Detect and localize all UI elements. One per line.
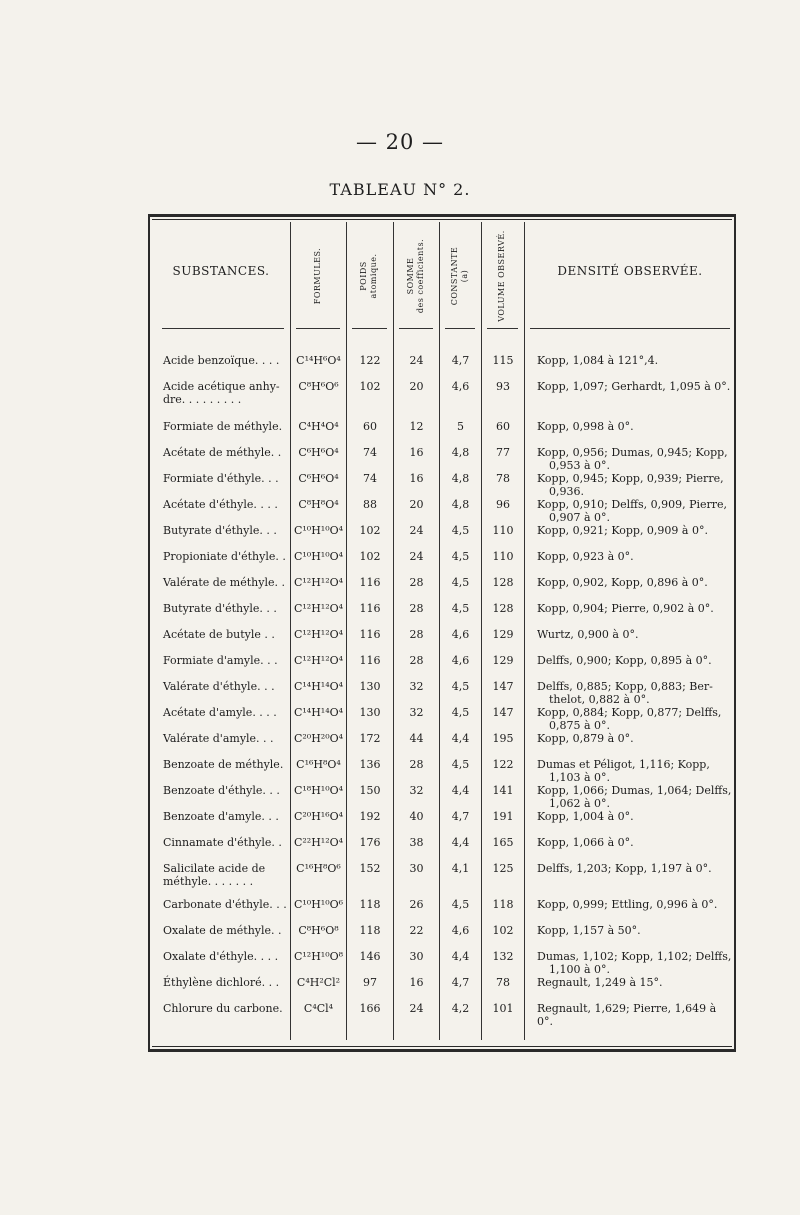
poids-cell: 60 xyxy=(363,420,377,433)
formula-cell: C¹⁰H¹⁰O⁶ xyxy=(293,898,344,911)
volume-cell: 147 xyxy=(492,680,514,693)
formula-cell: C⁴H²Cl² xyxy=(296,976,341,989)
volume-cell: 77 xyxy=(496,446,510,459)
column-divider xyxy=(393,222,394,1040)
page-number: — 20 — xyxy=(355,130,445,154)
volume-cell: 115 xyxy=(492,354,514,367)
volume-cell: 128 xyxy=(492,576,514,589)
header-formules: FORMULES. xyxy=(313,247,322,305)
substance-name: Benzoate d'amyle. . . xyxy=(163,810,279,823)
substance-name: Chlorure du carbone. xyxy=(163,1002,283,1015)
substance-name: Éthylène dichloré. . . xyxy=(163,976,280,989)
header-somme: SOMME des coefficients. xyxy=(406,238,425,314)
densite-line: Kopp, 1,066 à 0°. xyxy=(537,836,634,849)
formula-cell: C²⁰H¹⁶O⁴ xyxy=(293,810,344,823)
densite-line: Kopp, 0,902, Kopp, 0,896 à 0°. xyxy=(537,576,708,589)
densite-line: Kopp, 0,921; Kopp, 0,909 à 0°. xyxy=(537,524,708,537)
densite-cell xyxy=(537,380,732,393)
constante-cell: 4,5 xyxy=(451,576,470,589)
densite-cell xyxy=(537,680,732,706)
substance-name: Formiate d'amyle. . . xyxy=(163,654,278,667)
poids-cell: 74 xyxy=(363,446,377,459)
poids-cell: 116 xyxy=(359,654,381,667)
densite-line: Kopp, 0,879 à 0°. xyxy=(537,732,634,745)
poids-cell: 88 xyxy=(363,498,377,511)
densite-cell xyxy=(537,976,732,989)
densite-line: Kopp, 0,945; Kopp, 0,939; Pierre, xyxy=(537,472,724,485)
formula-cell: C⁸H⁶O⁶ xyxy=(298,380,339,393)
densite-cell xyxy=(537,498,732,524)
densite-line: Regnault, 1,629; Pierre, 1,649 à 0°. xyxy=(537,1002,717,1028)
constante-cell: 4,1 xyxy=(451,862,470,875)
densite-cell xyxy=(537,1002,732,1028)
constante-cell: 4,5 xyxy=(451,524,470,537)
substance-name: Benzoate de méthyle. xyxy=(163,758,284,771)
volume-cell: 122 xyxy=(492,758,514,771)
somme-cell: 24 xyxy=(409,550,424,563)
somme-cell: 30 xyxy=(409,862,424,875)
densite-cell xyxy=(537,862,732,875)
densite-cell xyxy=(537,550,732,563)
header-divider xyxy=(296,328,340,329)
constante-cell: 4,2 xyxy=(451,1002,470,1015)
densite-cell xyxy=(537,524,732,537)
somme-cell: 16 xyxy=(409,976,424,989)
somme-cell: 26 xyxy=(409,898,424,911)
somme-cell: 44 xyxy=(409,732,424,745)
substance-name: Carbonate d'éthyle. . . xyxy=(163,898,287,911)
header-densite: DENSITÉ OBSERVÉE. xyxy=(557,264,703,278)
somme-cell: 20 xyxy=(409,380,424,393)
substance-name: Valérate de méthyle. . xyxy=(163,576,285,589)
somme-cell: 40 xyxy=(409,810,424,823)
constante-cell: 4,4 xyxy=(451,732,470,745)
densite-line: Delffs, 0,900; Kopp, 0,895 à 0°. xyxy=(537,654,712,667)
poids-cell: 172 xyxy=(359,732,381,745)
volume-cell: 129 xyxy=(492,654,514,667)
densite-cell xyxy=(537,628,732,641)
volume-cell: 110 xyxy=(492,550,514,563)
formula-cell: C¹²H¹²O⁴ xyxy=(293,654,344,667)
substance-name: Formiate de méthyle. xyxy=(163,420,283,433)
densite-cell xyxy=(537,836,732,849)
formula-cell: C¹⁴H¹⁴O⁴ xyxy=(293,680,344,693)
formula-cell: C¹²H¹⁰O⁸ xyxy=(293,950,344,963)
poids-cell: 136 xyxy=(359,758,381,771)
formula-cell: C⁴H⁴O⁴ xyxy=(298,420,339,433)
densite-cell xyxy=(537,758,732,784)
poids-cell: 116 xyxy=(359,576,381,589)
header-poids: POIDS atomique. xyxy=(359,253,378,299)
densite-line: Kopp, 0,956; Dumas, 0,945; Kopp, xyxy=(537,446,728,459)
densite-cell xyxy=(537,810,732,823)
constante-cell: 4,8 xyxy=(451,446,470,459)
somme-cell: 22 xyxy=(409,924,424,937)
substance-name: Propioniate d'éthyle. . xyxy=(163,550,286,563)
volume-cell: 191 xyxy=(492,810,514,823)
constante-cell: 5 xyxy=(457,420,464,433)
densite-line: 0,953 à 0°. xyxy=(549,459,611,472)
somme-cell: 28 xyxy=(409,758,424,771)
constante-cell: 4,5 xyxy=(451,680,470,693)
volume-cell: 129 xyxy=(492,628,514,641)
densite-line: Kopp, 0,910; Delffs, 0,909, Pierre, xyxy=(537,498,728,511)
poids-cell: 116 xyxy=(359,602,381,615)
constante-cell: 4,4 xyxy=(451,784,470,797)
constante-cell: 4,8 xyxy=(451,498,470,511)
densite-cell xyxy=(537,576,732,589)
formula-cell: C²²H¹²O⁴ xyxy=(293,836,344,849)
header-divider xyxy=(487,328,518,329)
header-divider xyxy=(399,328,433,329)
substance-name: Benzoate d'éthyle. . . xyxy=(163,784,280,797)
densite-line: 0,875 à 0°. xyxy=(549,719,611,732)
densite-line: Kopp, 0,999; Ettling, 0,996 à 0°. xyxy=(537,898,718,911)
constante-cell: 4,5 xyxy=(451,706,470,719)
constante-cell: 4,6 xyxy=(451,628,470,641)
poids-cell: 74 xyxy=(363,472,377,485)
volume-cell: 132 xyxy=(492,950,514,963)
substance-name: Oxalate d'éthyle. . . . xyxy=(163,950,279,963)
formula-cell: C⁶H⁶O⁴ xyxy=(298,472,339,485)
somme-cell: 28 xyxy=(409,576,424,589)
densite-line: thelot, 0,882 à 0°. xyxy=(549,693,650,706)
somme-cell: 16 xyxy=(409,446,424,459)
substance-name: Acétate de méthyle. . xyxy=(163,446,282,459)
densite-cell xyxy=(537,354,732,367)
volume-cell: 96 xyxy=(496,498,510,511)
substance-name: Valérate d'amyle. . . xyxy=(163,732,274,745)
volume-cell: 93 xyxy=(496,380,510,393)
formula-cell: C¹⁶H⁸O⁶ xyxy=(296,862,341,875)
table-title: TABLEAU N° 2. xyxy=(329,180,471,199)
substance-name: Butyrate d'éthyle. . . xyxy=(163,524,277,537)
densite-cell xyxy=(537,732,732,745)
constante-cell: 4,5 xyxy=(451,602,470,615)
densite-line: Kopp, 0,904; Pierre, 0,902 à 0°. xyxy=(537,602,714,615)
densite-line: Kopp, 0,998 à 0°. xyxy=(537,420,634,433)
formula-cell: C¹²H¹²O⁴ xyxy=(293,576,344,589)
poids-cell: 176 xyxy=(359,836,381,849)
densite-line: 1,100 à 0°. xyxy=(549,963,611,976)
formula-cell: C⁶H⁶O⁴ xyxy=(298,446,339,459)
volume-cell: 165 xyxy=(492,836,514,849)
volume-cell: 195 xyxy=(492,732,514,745)
substance-name: Acide acétique anhy-dre. . . . . . . . . xyxy=(163,380,280,406)
densite-line: Dumas, 1,102; Kopp, 1,102; Delffs, xyxy=(537,950,732,963)
densite-cell xyxy=(537,654,732,667)
column-divider xyxy=(481,222,482,1040)
column-divider xyxy=(524,222,525,1040)
somme-cell: 20 xyxy=(409,498,424,511)
constante-cell: 4,7 xyxy=(451,976,470,989)
somme-cell: 28 xyxy=(409,602,424,615)
poids-cell: 102 xyxy=(359,550,381,563)
formula-cell: C⁴Cl⁴ xyxy=(303,1002,334,1015)
substance-name: Valérate d'éthyle. . . xyxy=(163,680,275,693)
densite-line: Kopp, 1,004 à 0°. xyxy=(537,810,634,823)
constante-cell: 4,5 xyxy=(451,758,470,771)
header-divider xyxy=(445,328,475,329)
header-volume: VOLUME OBSERVÉ. xyxy=(497,230,506,322)
volume-cell: 78 xyxy=(496,976,510,989)
densite-line: Kopp, 1,084 à 121°,4. xyxy=(537,354,659,367)
constante-cell: 4,6 xyxy=(451,924,470,937)
substance-name: Salicilate acide de méthyle. . . . . . . xyxy=(163,862,266,888)
densite-cell xyxy=(537,602,732,615)
formula-cell: C⁸H⁸O⁴ xyxy=(298,498,339,511)
constante-cell: 4,7 xyxy=(451,810,470,823)
densite-cell xyxy=(537,924,732,937)
substance-name: Oxalate de méthyle. . xyxy=(163,924,282,937)
densite-line: Kopp, 1,157 à 50°. xyxy=(537,924,641,937)
constante-cell: 4,4 xyxy=(451,950,470,963)
poids-cell: 166 xyxy=(359,1002,381,1015)
column-divider xyxy=(439,222,440,1040)
volume-cell: 60 xyxy=(496,420,510,433)
somme-cell: 24 xyxy=(409,524,424,537)
densite-cell xyxy=(537,950,732,976)
somme-cell: 28 xyxy=(409,654,424,667)
poids-cell: 118 xyxy=(359,898,381,911)
densite-line: Kopp, 0,884; Kopp, 0,877; Delffs, xyxy=(537,706,722,719)
densite-cell xyxy=(537,898,732,911)
densite-line: Delffs, 1,203; Kopp, 1,197 à 0°. xyxy=(537,862,712,875)
poids-cell: 122 xyxy=(359,354,381,367)
densite-line: Kopp, 1,097; Gerhardt, 1,095 à 0°. xyxy=(537,380,731,393)
volume-cell: 102 xyxy=(492,924,514,937)
poids-cell: 152 xyxy=(359,862,381,875)
densite-line: Kopp, 0,923 à 0°. xyxy=(537,550,634,563)
header-divider xyxy=(530,328,730,329)
header-constante: CONSTANTE (a) xyxy=(450,246,469,306)
formula-cell: C¹⁰H¹⁰O⁴ xyxy=(293,524,344,537)
formula-cell: C¹⁸H¹⁰O⁴ xyxy=(293,784,344,797)
poids-cell: 150 xyxy=(359,784,381,797)
volume-cell: 141 xyxy=(492,784,514,797)
substance-name: Acétate d'éthyle. . . . xyxy=(163,498,278,511)
substance-name: Cinnamate d'éthyle. . xyxy=(163,836,282,849)
somme-cell: 32 xyxy=(409,706,424,719)
constante-cell: 4,8 xyxy=(451,472,470,485)
poids-cell: 102 xyxy=(359,524,381,537)
densite-line: Delffs, 0,885; Kopp, 0,883; Ber- xyxy=(537,680,713,693)
poids-cell: 118 xyxy=(359,924,381,937)
densite-cell xyxy=(537,706,732,732)
densite-line: Regnault, 1,249 à 15°. xyxy=(537,976,663,989)
somme-cell: 16 xyxy=(409,472,424,485)
volume-cell: 128 xyxy=(492,602,514,615)
formula-cell: C¹²H¹²O⁴ xyxy=(293,628,344,641)
somme-cell: 24 xyxy=(409,354,424,367)
formula-cell: C¹⁴H⁶O⁴ xyxy=(296,354,341,367)
poids-cell: 97 xyxy=(363,976,377,989)
somme-cell: 24 xyxy=(409,1002,424,1015)
formula-cell: C¹⁰H¹⁰O⁴ xyxy=(293,550,344,563)
densite-line: 0,907 à 0°. xyxy=(549,511,611,524)
poids-cell: 192 xyxy=(359,810,381,823)
header-divider xyxy=(162,328,284,329)
densite-line: Wurtz, 0,900 à 0°. xyxy=(537,628,639,641)
somme-cell: 28 xyxy=(409,628,424,641)
constante-cell: 4,4 xyxy=(451,836,470,849)
constante-cell: 4,7 xyxy=(451,354,470,367)
densite-line: Dumas et Péligot, 1,116; Kopp, xyxy=(537,758,710,771)
somme-cell: 12 xyxy=(409,420,424,433)
volume-cell: 125 xyxy=(492,862,514,875)
constante-cell: 4,6 xyxy=(451,654,470,667)
densite-line: 1,062 à 0°. xyxy=(549,797,611,810)
substance-name: Acétate d'amyle. . . . xyxy=(163,706,277,719)
volume-cell: 147 xyxy=(492,706,514,719)
formula-cell: C¹⁴H¹⁴O⁴ xyxy=(293,706,344,719)
constante-cell: 4,6 xyxy=(451,380,470,393)
formula-cell: C¹²H¹²O⁴ xyxy=(293,602,344,615)
formula-cell: C¹⁶H⁸O⁴ xyxy=(296,758,341,771)
formula-cell: C⁸H⁶O⁸ xyxy=(298,924,339,937)
substance-name: Formiate d'éthyle. . . xyxy=(163,472,279,485)
somme-cell: 32 xyxy=(409,680,424,693)
poids-cell: 116 xyxy=(359,628,381,641)
densite-line: 0,936. xyxy=(549,485,584,498)
formula-cell: C²⁰H²⁰O⁴ xyxy=(293,732,344,745)
header-divider xyxy=(352,328,387,329)
densite-cell xyxy=(537,420,732,433)
poids-cell: 130 xyxy=(359,706,381,719)
densite-cell xyxy=(537,784,732,810)
somme-cell: 38 xyxy=(409,836,424,849)
substance-name: Acétate de butyle . . xyxy=(163,628,275,641)
poids-cell: 130 xyxy=(359,680,381,693)
volume-cell: 78 xyxy=(496,472,510,485)
volume-cell: 101 xyxy=(492,1002,514,1015)
poids-cell: 102 xyxy=(359,380,381,393)
densite-line: Kopp, 1,066; Dumas, 1,064; Delffs, xyxy=(537,784,732,797)
volume-cell: 118 xyxy=(492,898,514,911)
substance-name: Butyrate d'éthyle. . . xyxy=(163,602,277,615)
substance-name: Acide benzoïque. . . . xyxy=(163,354,280,367)
somme-cell: 32 xyxy=(409,784,424,797)
column-divider xyxy=(290,222,291,1040)
densite-cell xyxy=(537,446,732,472)
volume-cell: 110 xyxy=(492,524,514,537)
header-substances: SUBSTANCES. xyxy=(172,264,270,278)
constante-cell: 4,5 xyxy=(451,550,470,563)
densite-cell xyxy=(537,472,732,498)
poids-cell: 146 xyxy=(359,950,381,963)
somme-cell: 30 xyxy=(409,950,424,963)
constante-cell: 4,5 xyxy=(451,898,470,911)
densite-line: 1,103 à 0°. xyxy=(549,771,611,784)
column-divider xyxy=(346,222,347,1040)
